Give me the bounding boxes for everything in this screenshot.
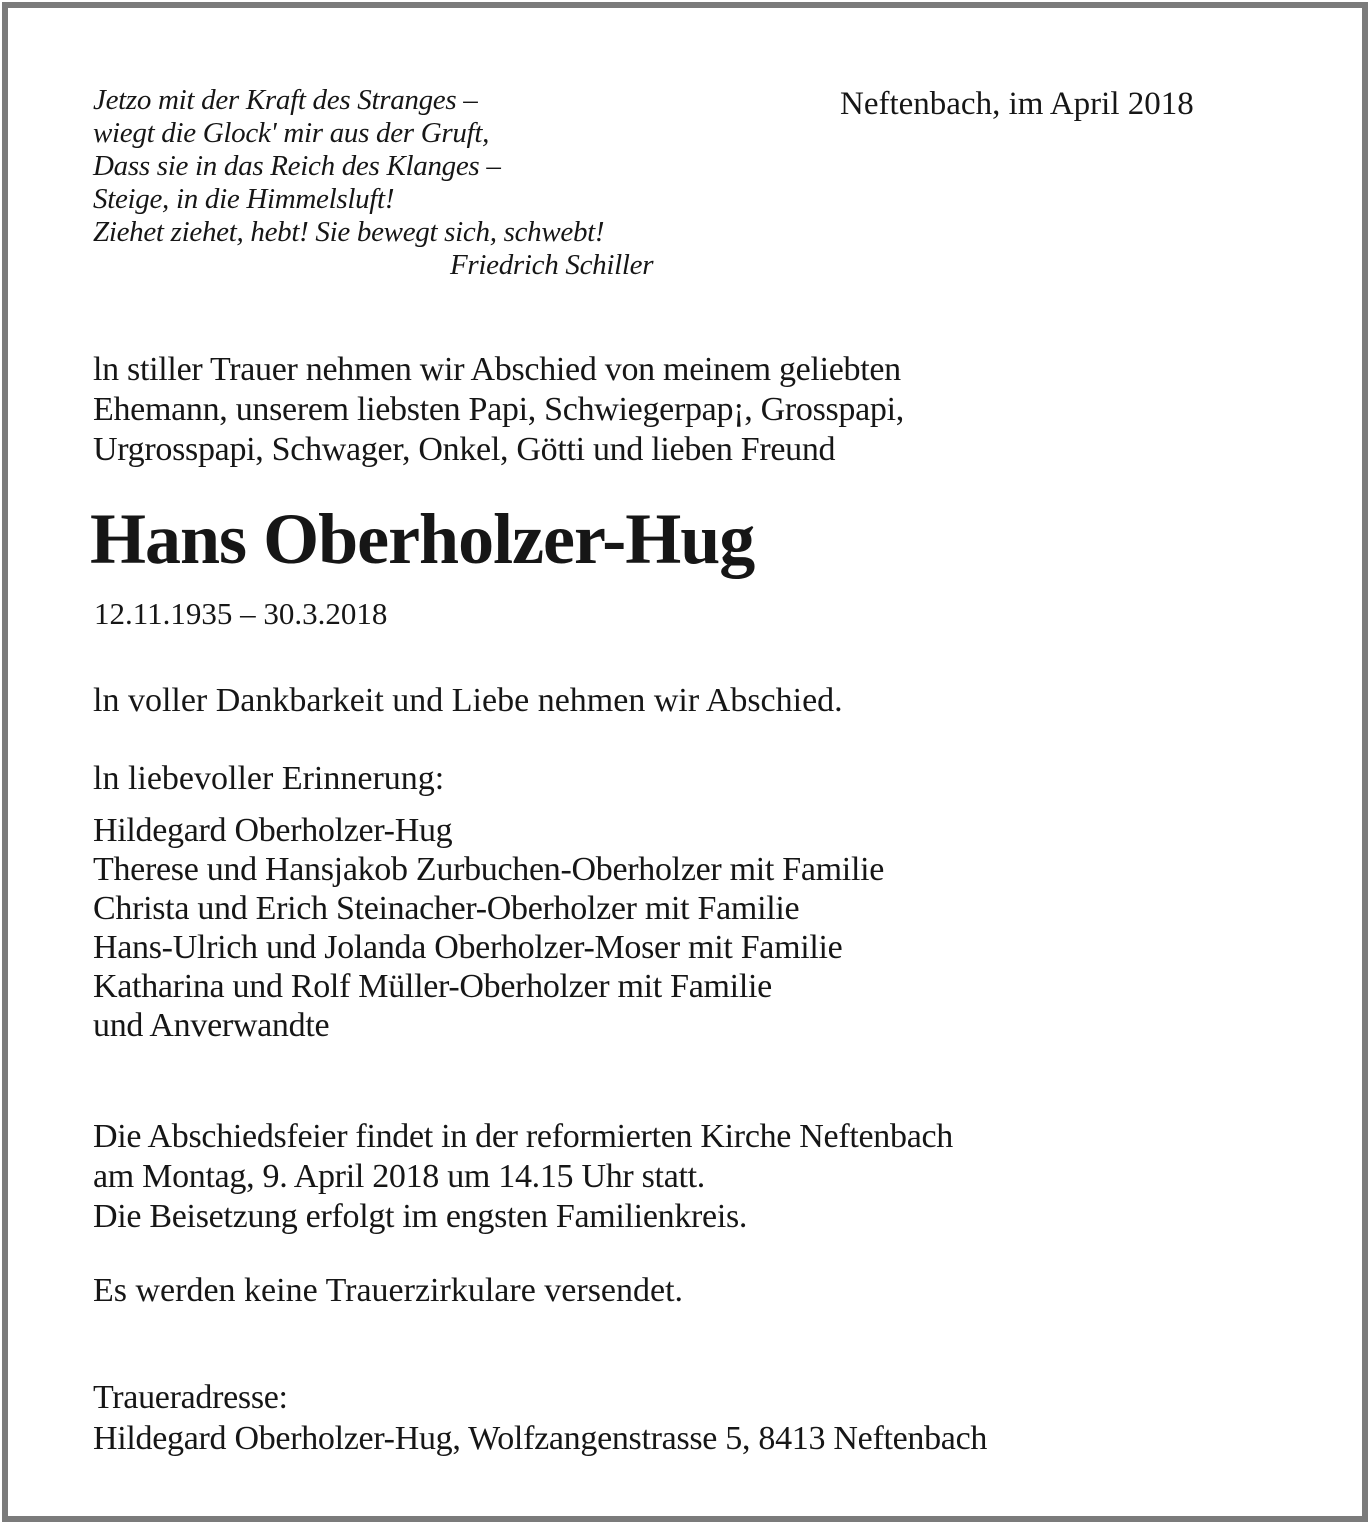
poem-quote — [93, 84, 653, 282]
service-line: Die Abschiedsfeier findet in der reformierten Kirche Neftenbach — [93, 1118, 953, 1155]
poem-line: Ziehet ziehet, hebt! Sie bewegt sich, schwebt! — [93, 216, 605, 248]
family-member: Hans-Ulrich und Jolanda Oberholzer-Moser mit Familie — [93, 929, 843, 966]
family-member: Therese und Hansjakob Zurbuchen-Oberholzer mit Familie — [93, 851, 885, 888]
poem-line: Jetzo mit der Kraft des Stranges – — [93, 84, 478, 116]
memory-heading: ln liebevoller Erinnerung: — [93, 760, 445, 797]
family-list — [93, 811, 884, 1045]
family-member: Christa und Erich Steinacher-Oberholzer mit Familie — [93, 890, 800, 927]
service-line: am Montag, 9. April 2018 um 14.15 Uhr statt. — [93, 1158, 705, 1195]
farewell-line: ln voller Dankbarkeit und Liebe nehmen wir Abschied. — [93, 682, 843, 719]
no-cards-note: Es werden keine Trauerzirkulare versendet. — [93, 1272, 684, 1309]
poem-line: wiegt die Glock' mir aus der Gruft, — [93, 117, 490, 149]
intro-line: Urgrosspapi, Schwager, Onkel, Götti und lieben Freund — [93, 431, 836, 468]
deceased-name: Hans Oberholzer-Hug — [90, 499, 755, 579]
intro-line: ln stiller Trauer nehmen wir Abschied von meinem geliebten — [93, 351, 901, 388]
place-dateline: Neftenbach, im April 2018 — [840, 86, 1194, 122]
family-member: Katharina und Rolf Müller-Oberholzer mit Familie — [93, 968, 772, 1005]
mourning-address-value: Hildegard Oberholzer-Hug, Wolfzangenstrasse 5, 8413 Neftenbach — [93, 1420, 988, 1457]
poem-line: Dass sie in das Reich des Klanges – — [93, 150, 501, 182]
mourning-address-label: Traueradresse: — [93, 1379, 288, 1416]
service-details — [93, 1117, 953, 1237]
family-member: und Anverwandte — [93, 1007, 330, 1044]
service-line: Die Beisetzung erfolgt im engsten Familienkreis. — [93, 1198, 748, 1235]
poem-attribution: Friedrich Schiller — [450, 249, 654, 281]
intro-paragraph — [93, 350, 904, 470]
deceased-life-dates: 12.11.1935 – 30.3.2018 — [94, 596, 388, 631]
poem-line: Steige, in die Himmelsluft! — [93, 183, 395, 215]
mourning-address — [93, 1377, 987, 1459]
intro-line: Ehemann, unserem liebsten Papi, Schwiegerpap¡, Grosspapi, — [93, 391, 904, 428]
family-member: Hildegard Oberholzer-Hug — [93, 812, 453, 849]
